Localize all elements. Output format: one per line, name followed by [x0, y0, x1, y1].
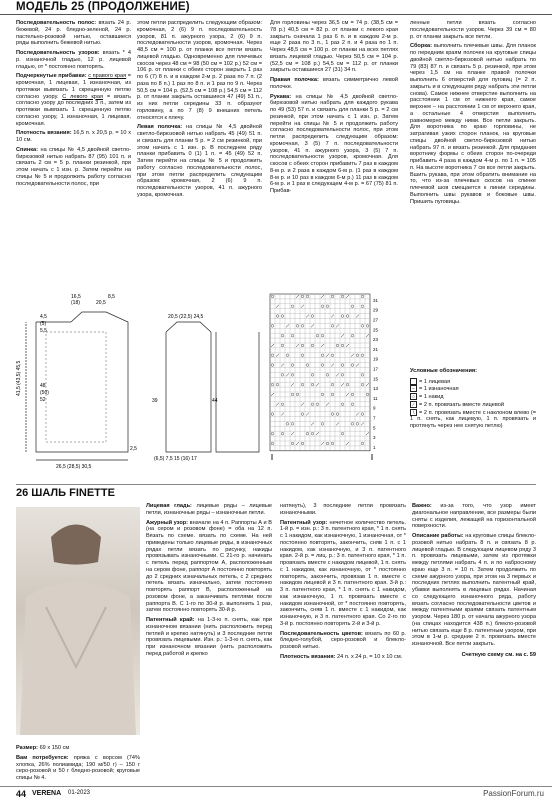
- gauge2-text: 24 п. х 24 р. = 10 х 10 см.: [335, 653, 403, 660]
- text-column-1: [16, 20, 131, 190]
- page-title: МОДЕЛЬ 25 (ПРОДОЛЖЕНИЕ): [16, 1, 190, 13]
- materials-title: Вам потребуется:: [16, 754, 69, 761]
- legend-title: Условные обозначения:: [410, 368, 478, 374]
- chart-row-number: 27: [373, 317, 379, 323]
- b-column-3: [280, 503, 406, 664]
- brand-name: VERENA: [32, 790, 62, 797]
- page-footer: [0, 786, 552, 801]
- back-outline: [36, 312, 128, 452]
- chart-row-number: 7: [373, 415, 376, 421]
- chart-row-number: 5: [373, 425, 376, 431]
- increases-text-1: = кромочная, 1 лицевая, 1 изнаночная, из протяжки вывязать 1 скрещенную петлю согласно узору.: [16, 73, 132, 100]
- chart-row-number: 13: [373, 386, 379, 392]
- color-seq-title: Последовательность цветов:: [280, 630, 363, 637]
- sleeves-text: на спицы № 4,5 двойной светло-бирюзовой нитью набрать для каждого рукава по 49 (53) 57 п. и связать для планки 5 р. = 2 см резинкой, при этом начать с 1 изн. р. Затем перейти на спицы № 5 и продолжить работу согласно последовательности полос, при этом петли распределить следующим образом: кромочная, 3 (5) 7 п. последовательности узоров, 41 п. ажурного узора, 3 (5) 7 п. последовательности узоров, кромочная. Для скосов с обеих сторон прибавить 7 раз в каждом 8-м р. и 2 раза в каждом 6-м р. (1 раз в каждом 8-м р. и 10 раз в каждом 6-м р.) 11 раз в каждом 6-м р. и 1 раз в следующем 4-м р. = 67 (75) 81 п. Прибав-: [270, 93, 398, 194]
- important-text: из-за того, что узор имеет диагональное направление, все размеры были сняты с изделия, лежащей на горизонтальной поверхности.: [412, 503, 536, 530]
- b-column-4: [412, 503, 536, 662]
- chart-row-number: 11: [373, 395, 378, 401]
- section-divider: [16, 484, 536, 485]
- label-s1: 4,5: [40, 314, 47, 320]
- stripes-title: Последовательность полос:: [16, 20, 97, 26]
- label-w4: 8,5: [108, 294, 115, 300]
- left-front-title: Левая полочка:: [137, 124, 183, 131]
- chart-row-number: 31: [373, 297, 379, 303]
- pattern-seq-title: Последовательность узоров:: [16, 50, 100, 56]
- label-sleeve-top: 20,5 (22,5) 24,5: [168, 314, 204, 320]
- back-pattern-area: [46, 332, 106, 442]
- gauge-text: 16,5 п. х 20,5 р. = 10 х 10 см.: [16, 130, 131, 143]
- section2-title: 26 ШАЛЬ FINETTE: [16, 487, 115, 499]
- chart-row-labels: [373, 298, 379, 450]
- important-title: Важно:: [412, 503, 432, 509]
- gauge-title: Плотность вязания:: [16, 130, 72, 137]
- shawl-shape: [20, 582, 136, 735]
- page-header: [0, 0, 552, 15]
- purl-symbol-icon: –: [410, 385, 417, 392]
- label-front-h: 44: [212, 398, 218, 404]
- watermark-site: PassionForum.ru: [483, 789, 544, 798]
- label-h1: 41,5 (43,5) 45,5: [16, 360, 22, 396]
- page-number: 44: [16, 789, 27, 799]
- legend: [410, 368, 536, 430]
- legend-text: = 1 изнаночная: [419, 386, 459, 393]
- front-schema: [216, 332, 259, 452]
- chart-grid: [270, 294, 370, 451]
- b-column-1: [16, 745, 140, 785]
- stockinette-title: Лицевая гладь:: [146, 503, 192, 509]
- assembly-title: Сборка:: [410, 43, 433, 50]
- legend-item-ssk: [410, 409, 536, 430]
- size-title: Размер:: [16, 745, 39, 751]
- legend-text: = 1 лицевая: [419, 378, 451, 385]
- text-column-2: [137, 20, 262, 202]
- left-front-text: на спицы № 4,5 двойной светло-бирюзовой нитью набрать 45 (49) 51 п. и связать для планки 5 р. = 2 см резинкой, при этом начать с 1 изн. р. В последнем ряду планки прибавить 0 (1) 1 п. = 45 (49) 52 п. Затем перейти на спицы № 5 и продолжить работу согласно последовательности полос, при этом петли распределить следующим образом: кромочная, 2 (6) 9 п. последовательности узоров, 41 п. ажурного узора, кромочная.: [137, 124, 263, 198]
- back-title: Спинка:: [16, 146, 39, 153]
- label-h3: (50): [40, 390, 49, 396]
- label-w1: 16,5: [71, 294, 81, 300]
- materials-text: пряжа с ворсом (74% хлопка, 26% полиамида; 190 м/50 г) – 150 г серо-розовой и 50 г бледно-розовой; круговые спицы № 4.: [16, 754, 140, 781]
- chart-row-number: 17: [373, 366, 379, 372]
- b-column-2: [146, 503, 272, 661]
- label-h2: 48: [40, 383, 46, 389]
- increases-text-2: = вязать согласно узору до последних 3 п., затем из протяжки вывязать 1 скрещенную петлю согласно узору, 1 изнаночная, 1 лицевая, кромочная.: [16, 93, 131, 127]
- sleeve-schema: [166, 322, 211, 452]
- label-s3: 5,5: [40, 328, 47, 334]
- back-text: на спицы № 4,5 двойной светло-бирюзовой нитью набрать 87 (95) 101 п. и связать 2 см = 5 р. планки резинкой, при этом начать с 1 изн. р. Затем перейти на спицы № 5 и продолжить работу согласно последовательности полос, при: [16, 146, 131, 187]
- chart-row-number: 3: [373, 435, 376, 441]
- chart-reference: Счетную схему см. на с. 59: [461, 651, 536, 658]
- legend-item-yo: [410, 393, 536, 401]
- work-desc-title: Описание работы:: [412, 533, 464, 539]
- legend-text: = 1 накид: [419, 394, 444, 401]
- chart-row-number: 21: [373, 346, 379, 352]
- label-right-h: 2,5: [130, 446, 137, 452]
- yarn-over-icon: ○: [410, 393, 417, 400]
- section2-header: [16, 487, 536, 501]
- right-front-title: Правая полочка:: [270, 77, 319, 83]
- k2tog-icon: ⁄: [410, 401, 417, 408]
- front-outline: [216, 332, 259, 452]
- legend-item-knit: [410, 378, 536, 386]
- stockinette-text: лицевые ряды – лицевые петли, изнаночные ряды – изнаночные петли.: [146, 503, 272, 516]
- legend-item-k2tog: [410, 401, 536, 409]
- sleeve-outline: [166, 322, 211, 452]
- right-edge-label: с правого края: [88, 73, 127, 80]
- text-column-3: [270, 20, 398, 198]
- label-w2: (18): [71, 300, 80, 306]
- assembly-text: выполнить плечевые швы. Для планок по передним краям полочек на круговые спицы двойной светло-бирюзовой нитью набрать по 79 (83) 87 п. и связать 5 р. резинкой, при этом через 1,5 см на планке правой полочки выполнить 6 отверстий для пуговиц (= 2 п. закрыть и в следующем ряду набрать эти петли снова). Самое нижнее отверстие выполнить на расстоянии 1 см от нижнего края, самое верхнее – на расстоянии 1 см от верхнего края, а остальные 4 отверстия выполнить равномерно между ними. Все петли закрыть. Для воротника по краю горловины, не затрагивая узких сторон планок, на круговые спицы двойной светло-бирюзовой нитью набрать 97 п. и вязать резинкой. Для придания воротнику формы с обеих сторон по-очереди прибавить 4 раза в каждом 4-м р. по 1 п. = 105 п. На высоте воротника 7 см все петли закрыть. Вшить рукава, при этом обратить внимание на то, что из-за плечевых скосов на спинке плечевой шов смещается к линии середины. Выполнить швы рукавов и боковые швы. Пришить пуговицы.: [410, 43, 536, 205]
- lace-title: Ажурный узор:: [146, 519, 189, 526]
- knit-symbol-icon: [410, 378, 417, 385]
- pattern-seq-text: вязать * 4 р. изнаночной гладью, 12 р. лицевой гладью, от * постоянно повторять.: [16, 50, 131, 70]
- patent-pattern-title: Патентный узор:: [280, 519, 328, 526]
- chart-row-number: 25: [373, 327, 379, 333]
- legend-item-purl: [410, 385, 536, 393]
- chart-row-number: 15: [373, 376, 379, 382]
- patent-edge-text: на 1-3-ю п. снять, как при изнаночном вязании (нить расположить перед петлей и крепко натянуть) и 3 последние петли провязать лицевыми. Изн. р.: 1-3-ю п. снять, как при изнаночном вязании (нить расположить перед работой и крепко: [146, 617, 272, 657]
- sleeves-continued-text: ленные петли вязать согласно последовательности узоров. Через 39 см = 80 р. от планки закрыть все петли.: [410, 20, 536, 40]
- size-text: 69 х 150 см: [38, 745, 70, 751]
- hair-shape: [51, 525, 101, 565]
- right-front-text: вязать симметрично левой полочке.: [270, 77, 398, 90]
- lace-lead: вначале на 4 п. Раппорты А и В (на сером и розовом фоне) = оба на 12 п. Вязать по схеме.: [146, 519, 272, 539]
- color-seq-text: вязать по 60 р. бледно-голубой, серо-розовой и блекло-розовой нитью.: [280, 630, 406, 650]
- issue-number: 01-2023: [68, 790, 91, 796]
- work-desc-text: на круговые спицы блекло-розовой нитью набрать 8 п. и связать 8 р. лицевой гладью. В следующем лицевом ряду 3 п. провязать лицевыми, затем из протяжки между петлями набрать 4 п. и по набросному краю еще 3 п. = 10 п. Затем продолжить по схеме ажурного узора, при этом на 3 первых и последних петлях выполнить патентный край, убавки выполнять в лицевых рядах. Начиная со следующего изнаночного ряда, работу вязать согласно последовательности цветов и между патентными краями связать патентным узором. Через 180 р. от начала ажурного узора (на спицах находится 438 п.) блекло-розовой нитью связать еще 8 р. патентным узором, при этом в 1-м р. средние 2 п. провязать вместе изнаночной. Все петли закрыть.: [412, 533, 536, 647]
- legend-text: = 2 п. провязать вместе лицевой: [419, 401, 505, 408]
- label-bottom: 26,5 (28,5) 30,5: [56, 464, 92, 470]
- chart-row-number: 1: [373, 444, 376, 450]
- label-sleeve-h: 39: [152, 398, 158, 404]
- model-illustration: [16, 507, 140, 735]
- patent-pattern-text: нечетное количество петель. 1-й р. = изн. р.: 3 п. патентного края, * 1 п. снять с 1 накидом, как изнаночную, 1 изнаночная, от * постоянно повторять, закончить, сняв 1 п. с 1 накидом, как изнаночную, и 3 п. патентного края. 2-й р. = лиц. р.: 3 п. патентного края, * 1 п. провязать вместе с накидом лицевой, 1 п. снять с 1 накидом, как изнаночную, от * постоянно повторять, закончить, провязав 1 п. вместе с накидом лицевой и 3 п. патентного края. 3-й р.: 3 п. патентного края, * 1 п. снять с 1 накидом, как изнаночную, 1 п. провязать вместе с накидом изнаночной, от * постоянно повторять, закончить, сняв 1 п. вместе с 1 накидом, как изнаночную, и 3 п. патентного края. Со 2-го по 3-й р. постоянно повторять 2-й и 3-й р.: [280, 519, 407, 627]
- lace-text: вязать по схеме. На ней приведены только лицевые ряды, в изнаночных рядах петли вязать по рисунку, накиды провязывать изнаночными. С 21-го р. начинать с петель перед раппортом А, расположенным на сером фоне, раппорт А постоянно повторять до 2 средних изначальных петель, с 2 средних петель вязать изначально, затем постоянно повторять раппорт В, расположенный на розовом фоне, а заканчивать петлями после раппорта В. С 1-го по 30-й р. выполнить 1 раз, затем постоянно повторять 30-й р.: [146, 533, 272, 614]
- stripes-text: вязать 24 р. бежевой, 24 р. бледно-зеленой, 24 р. пастельно-розовой нитью, оставшиеся ряды выполнить бежевой нитью.: [16, 20, 131, 47]
- gauge2-title: Плотность вязания:: [280, 653, 336, 660]
- chart-row-number: 29: [373, 307, 379, 313]
- ssk-icon: ∖: [410, 409, 417, 416]
- increases-title: Подчеркнутые прибавки:: [16, 73, 87, 80]
- patent-edge-continued: натянуть), 3 последние петли провязать изнаночными.: [280, 503, 406, 516]
- neckline-text: Для горловины через 36,5 см = 74 р. (38,5 см = 78 р.) 40,5 см = 82 р. от планки с левого края закрыть сначала 1 раз 6 п. и в каждом 2-м р. еще 2 раза по 3 п., 1 раз 2 п. и 4 раза по 1 п. Через 48,5 см = 100 р. от планки на всех петлях вязать лицевой гладью. Через 50,5 см = 104 р. (52,5 см = 108 р.) 54,5 см = 112 р. от планки закрыть оставшиеся 27 (31) 34 п.: [270, 20, 398, 74]
- model-photo: [16, 507, 140, 735]
- label-sleeve-bot: (6,5) 7,5: [154, 456, 173, 462]
- chart-row-number: 9: [373, 405, 376, 411]
- sleeves-title: Рукава:: [270, 93, 292, 100]
- left-edge-label: С левого края: [62, 93, 104, 100]
- chart-row-number: 23: [373, 337, 379, 343]
- patent-edge-title: Патентный край:: [146, 617, 195, 623]
- text-column-4: [410, 20, 536, 208]
- label-s2: (5): [40, 321, 47, 327]
- back-continued-text: этом петли распределить следующим образом: кромочная, 2 (6) 9 п. последовательность узоров, 81 п. ажурного узора, 2 (6) 9 п. последовательности узоров, кромочная. Через 48,5 см = 100 р. от планки все петли вязать лицевой гладью. Одновременно для плечевых скосов через 48 см = 98 (50 см = 102 р.) 52 см = 106 р. от планки с обеих сторон закрыть 1 раз по 6 (7) 8 п. и в каждом 2-м р. 2 раза по 7 п. (2 раза по 8 п.) 1 раз по 8 п. и 1 раз по 9 п. Через 50,5 см = 104 р. (52,5 см = 108 р.) 54,5 см = 112 р. от планки закрыть оставшиеся 47 (49) 51 п., из них петли середины 33 п. образуют горловину, а по 7 (8) 9 внешних петель относятся к плечу.: [137, 20, 262, 121]
- legend-text: = 2 п. провязать вместе с наклоном влево (= 1 п. снять, как лицевую, 1 п. провязать и протянуть через нее снятую петлю): [410, 409, 536, 430]
- garment-schematics: [16, 292, 261, 482]
- label-sleeve-bot2: 15 (16) 17: [174, 456, 197, 462]
- chart-row-number: 19: [373, 356, 379, 362]
- label-w3: 20,5: [96, 300, 106, 306]
- label-h4: 52: [40, 397, 46, 403]
- knitting-chart: [262, 292, 414, 462]
